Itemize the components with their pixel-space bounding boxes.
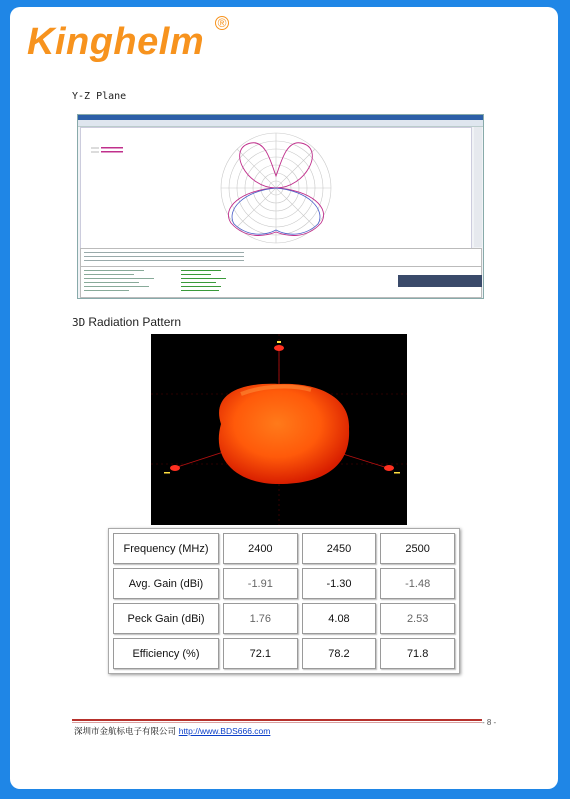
table-cell: 78.2 bbox=[302, 638, 377, 669]
section-title bbox=[72, 315, 181, 329]
gain-table bbox=[108, 528, 460, 674]
polar-chart bbox=[81, 128, 471, 248]
radiation-3d-render bbox=[151, 334, 407, 525]
section-text: Radiation Pattern bbox=[88, 315, 182, 329]
table-cell: 2.53 bbox=[380, 603, 455, 634]
table-cell: Frequency (MHz) bbox=[113, 533, 219, 564]
table-cell: 2450 bbox=[302, 533, 377, 564]
radiation-3d-image bbox=[151, 334, 407, 525]
kinghelm-logo: Kinghelm bbox=[27, 21, 205, 63]
table-cell: 4.08 bbox=[302, 603, 377, 634]
table-cell: Avg. Gain (dBi) bbox=[113, 568, 219, 599]
document-page bbox=[10, 7, 558, 789]
table-cell: Peck Gain (dBi) bbox=[113, 603, 219, 634]
table-cell: 71.8 bbox=[380, 638, 455, 669]
table-row bbox=[113, 603, 455, 634]
registered-icon: ® bbox=[215, 16, 229, 30]
table-row bbox=[113, 638, 455, 669]
table-cell: -1.91 bbox=[223, 568, 298, 599]
screenshot-data-table bbox=[80, 248, 482, 267]
screenshot-taskbar bbox=[398, 275, 482, 287]
table-cell: Efficiency (%) bbox=[113, 638, 219, 669]
table-cell: 2400 bbox=[223, 533, 298, 564]
footer-company: 深圳市金航标电子有限公司 bbox=[74, 727, 177, 737]
table-cell: 2500 bbox=[380, 533, 455, 564]
section-number: 3D bbox=[72, 316, 86, 329]
table-row bbox=[113, 533, 455, 564]
footer-divider-thin bbox=[72, 722, 482, 723]
screenshot-plot-area bbox=[80, 127, 472, 249]
table-cell: -1.48 bbox=[380, 568, 455, 599]
footer bbox=[74, 725, 270, 737]
screenshot-menubar bbox=[78, 120, 483, 127]
footer-link[interactable]: http://www.BDS666.com bbox=[178, 726, 271, 736]
table-cell: 1.76 bbox=[223, 603, 298, 634]
page-number: - 8 - bbox=[482, 718, 497, 727]
screenshot-scrollbar bbox=[474, 127, 482, 247]
table-cell: 72.1 bbox=[223, 638, 298, 669]
polar-plot-image bbox=[77, 114, 484, 299]
table-row bbox=[113, 568, 455, 599]
footer-divider bbox=[72, 719, 482, 721]
table-cell: -1.30 bbox=[302, 568, 377, 599]
table-lines bbox=[81, 249, 481, 266]
plane-title: Y-Z Plane bbox=[72, 91, 127, 102]
